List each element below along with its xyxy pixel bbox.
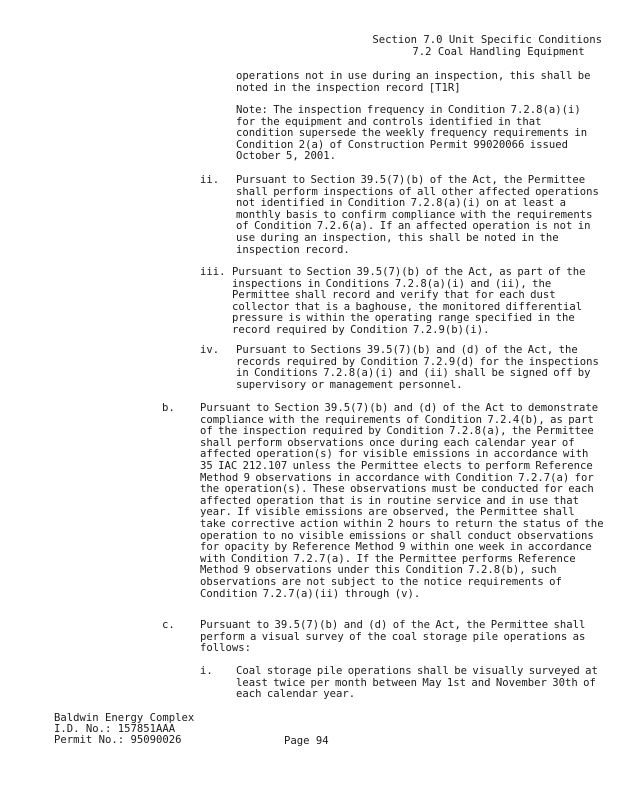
item-c-i-label: i.: [200, 665, 213, 677]
continuation-paragraph: operations not in use during an inspection, this shall be noted in the inspection record [T1R]: [236, 70, 596, 94]
footer-facility-name: Baldwin Energy Complex: [54, 712, 195, 724]
item-c-i-text: Coal storage pile operations shall be visually surveyed at least twice per month between May 1st and November 30th of each calendar year.: [236, 665, 604, 701]
item-b-text: Pursuant to Section 39.5(7)(b) and (d) of the Act to demonstrate compliance with the requirements of Condition 7.2.4(b), as part of the inspection required by Condition 7.2.8(a), the Permittee shall perform observations once during each calendar year of affected operation(s) for visible emissions in accordance with 35 IAC 212.107 unless the Permittee elects to perform Reference Method 9 observations in accordance with Condition 7.2.7(a) for the operation(s). These observations must be conducted for each affected operation that is in routine service and in use that year. If visible emissions are observed, the Permittee shall take corrective action within 2 hours to return the status of the operation to no visible emissions or shall conduct observations for opacity by Reference Method 9 within one week in accordance with Condition 7.2.7(a). If the Permittee performs Reference Method 9 observations under this Condition 7.2.8(b), such observations are not subject to the notice requirements of Condition 7.2.7(a)(ii) through (v).: [200, 402, 609, 600]
header-subsection-title: 7.2 Coal Handling Equipment: [412, 46, 585, 58]
page-header: [372, 34, 602, 58]
item-iii-text: Pursuant to Section 39.5(7)(b) of the Act, as part of the inspections in Conditions 7.2.8(a)(i) and (ii), the Permittee shall record and verify that for each dust collector that is a baghouse, the monitored differential pressure is within the operating range specified in the record required by Condition 7.2.9(b)(i).: [232, 266, 591, 336]
item-b-label: b.: [162, 402, 175, 414]
item-c-label: c.: [162, 619, 175, 631]
footer-id-number: I.D. No.: 157851AAA: [54, 723, 176, 736]
page-number: Page 94: [284, 735, 329, 747]
footer-permit-number: Permit No.: 95090026: [54, 734, 182, 747]
item-iii-label: iii.: [200, 266, 226, 278]
page-footer: [54, 713, 194, 747]
note-paragraph: Note: The inspection frequency in Condition 7.2.8(a)(i) for the equipment and controls identified in that condition supersede the weekly frequency requirements in Condition 2(a) of Construction Permit 99020066 issued October 5, 2001.: [236, 104, 593, 163]
item-ii-text: Pursuant to Section 39.5(7)(b) of the Act, the Permittee shall perform inspections of all other affected operations not identified in Condition 7.2.8(a)(i) on at least a monthly basis to confirm compliance with the requirements of Condition 7.2.6(a). If an affected operation is not in use during an inspection, this shall be noted in the inspection record.: [236, 174, 605, 256]
header-section-title: Section 7.0 Unit Specific Conditions: [372, 34, 602, 46]
item-iv-label: iv.: [200, 344, 220, 356]
item-c-text: Pursuant to 39.5(7)(b) and (d) of the Act, the Permittee shall perform a visual survey of the coal storage pile operations as follows:: [200, 619, 591, 655]
item-iv-text: Pursuant to Sections 39.5(7)(b) and (d) of the Act, the records required by Condition 7.2.9(d) for the inspections in Conditions 7.2.8(a)(i) and (ii) shall be signed off by supervisory or management personnel.: [236, 344, 605, 391]
item-ii-label: ii.: [200, 174, 220, 186]
